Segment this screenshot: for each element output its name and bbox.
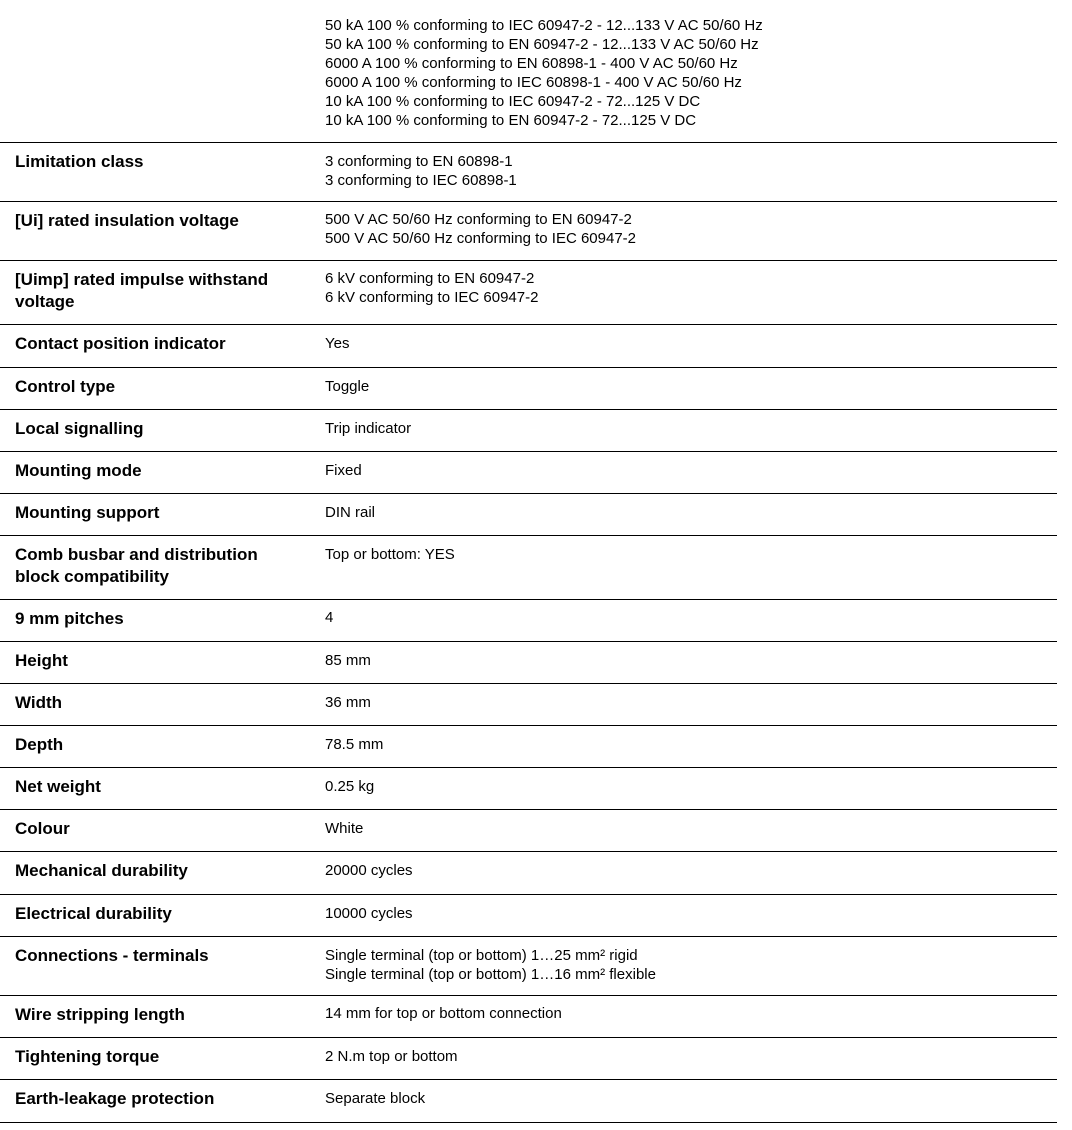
spec-values	[325, 946, 1045, 984]
spec-row	[0, 143, 1057, 202]
spec-value-line: 6000 A 100 % conforming to IEC 60898-1 - 400 V AC 50/60 Hz	[325, 74, 742, 91]
spec-value-line: 10 kA 100 % conforming to IEC 60947-2 - 72...125 V DC	[325, 93, 701, 110]
spec-row	[0, 895, 1057, 937]
spec-label: Mounting support	[15, 503, 160, 522]
spec-label: Tightening torque	[15, 1047, 160, 1066]
spec-label: Net weight	[15, 777, 101, 796]
spec-value-line: 85 mm	[325, 652, 371, 669]
spec-row	[0, 852, 1057, 895]
spec-label: Limitation class	[15, 152, 144, 171]
spec-label: Electrical durability	[15, 904, 172, 923]
spec-value-line: White	[325, 820, 364, 837]
spec-row	[0, 810, 1057, 852]
spec-label: [Ui] rated insulation voltage	[15, 211, 239, 230]
spec-value-line: Single terminal (top or bottom) 1…25 mm² rigid	[325, 947, 638, 964]
spec-label: Contact position indicator	[15, 334, 226, 353]
spec-value-line: 36 mm	[325, 694, 371, 711]
spec-values	[325, 334, 1045, 353]
spec-value-line: 78.5 mm	[325, 736, 384, 753]
spec-values	[325, 210, 1045, 248]
spec-value-line: 10 kA 100 % conforming to EN 60947-2 - 72...125 V DC	[325, 112, 697, 129]
spec-label: Mounting mode	[15, 461, 142, 480]
spec-value-line: 500 V AC 50/60 Hz conforming to IEC 60947-2	[325, 230, 637, 247]
spec-value-line: Single terminal (top or bottom) 1…16 mm² flexible	[325, 966, 656, 983]
spec-row	[0, 261, 1057, 325]
spec-value-line: 500 V AC 50/60 Hz conforming to EN 60947-2	[325, 211, 632, 228]
spec-row	[0, 494, 1057, 536]
spec-value-line: 14 mm for top or bottom connection	[325, 1005, 562, 1022]
spec-values	[325, 152, 1045, 190]
spec-value-line: 3 conforming to IEC 60898-1	[325, 172, 517, 189]
spec-value-line: 20000 cycles	[325, 862, 413, 879]
spec-row	[0, 1038, 1057, 1080]
spec-values	[325, 819, 1045, 838]
spec-label: Connections - terminals	[15, 946, 209, 965]
spec-row	[0, 452, 1057, 494]
spec-value-line: Fixed	[325, 462, 362, 479]
spec-value-line: 4	[325, 609, 334, 626]
spec-row	[0, 726, 1057, 768]
spec-row	[0, 684, 1057, 726]
spec-label: Wire stripping length	[15, 1005, 185, 1024]
spec-values	[325, 1047, 1045, 1066]
spec-label: 9 mm pitches	[15, 609, 124, 628]
spec-values	[325, 608, 1045, 627]
spec-value-line: 10000 cycles	[325, 905, 413, 922]
spec-values	[325, 904, 1045, 923]
spec-row	[0, 642, 1057, 684]
spec-label: Earth-leakage protection	[15, 1089, 215, 1108]
spec-value-line: 50 kA 100 % conforming to IEC 60947-2 - 12...133 V AC 50/60 Hz	[325, 17, 763, 34]
spec-label: [Uimp] rated impulse withstand voltage	[15, 270, 269, 311]
spec-values	[325, 377, 1045, 396]
spec-values	[325, 651, 1045, 670]
spec-value-line: 6000 A 100 % conforming to EN 60898-1 - 400 V AC 50/60 Hz	[325, 55, 738, 72]
spec-value-line: 0.25 kg	[325, 778, 375, 795]
spec-value-line: Separate block	[325, 1090, 426, 1107]
spec-label: Comb busbar and distribution block compatibility	[15, 545, 258, 586]
spec-row	[0, 202, 1057, 261]
spec-values	[325, 269, 1045, 307]
spec-row	[0, 536, 1057, 600]
spec-row	[0, 410, 1057, 452]
spec-row	[0, 996, 1057, 1038]
spec-values	[325, 545, 1045, 564]
spec-label: Local signalling	[15, 419, 144, 438]
spec-label: Control type	[15, 377, 116, 396]
spec-values	[325, 419, 1045, 438]
spec-value-line: 50 kA 100 % conforming to EN 60947-2 - 12...133 V AC 50/60 Hz	[325, 36, 759, 53]
spec-row	[0, 325, 1057, 368]
spec-row	[0, 368, 1057, 410]
spec-value-line: 3 conforming to EN 60898-1	[325, 153, 513, 170]
spec-label: Height	[15, 651, 68, 670]
spec-label: Width	[15, 693, 63, 712]
spec-row	[0, 1080, 1057, 1123]
spec-value-line: Top or bottom: YES	[325, 546, 455, 563]
spec-value-line: 6 kV conforming to IEC 60947-2	[325, 289, 539, 306]
spec-label: Colour	[15, 819, 70, 838]
spec-row	[0, 768, 1057, 810]
spec-values	[325, 503, 1045, 522]
spec-value-line: Trip indicator	[325, 420, 412, 437]
spec-values	[325, 693, 1045, 712]
spec-value-line: Toggle	[325, 378, 370, 395]
spec-label: Depth	[15, 735, 64, 754]
spec-value-line: 6 kV conforming to EN 60947-2	[325, 270, 535, 287]
spec-value-line: DIN rail	[325, 504, 376, 521]
spec-values	[325, 735, 1045, 754]
spec-values	[325, 777, 1045, 796]
spec-values	[325, 461, 1045, 480]
spec-values	[325, 16, 1045, 130]
spec-value-line: Yes	[325, 335, 350, 352]
spec-row	[0, 937, 1057, 996]
spec-values	[325, 861, 1045, 880]
spec-value-line: 2 N.m top or bottom	[325, 1048, 458, 1065]
spec-row	[0, 600, 1057, 642]
spec-row	[0, 0, 1057, 143]
spec-label: Mechanical durability	[15, 861, 188, 880]
spec-values	[325, 1089, 1045, 1108]
spec-values	[325, 1004, 1045, 1023]
